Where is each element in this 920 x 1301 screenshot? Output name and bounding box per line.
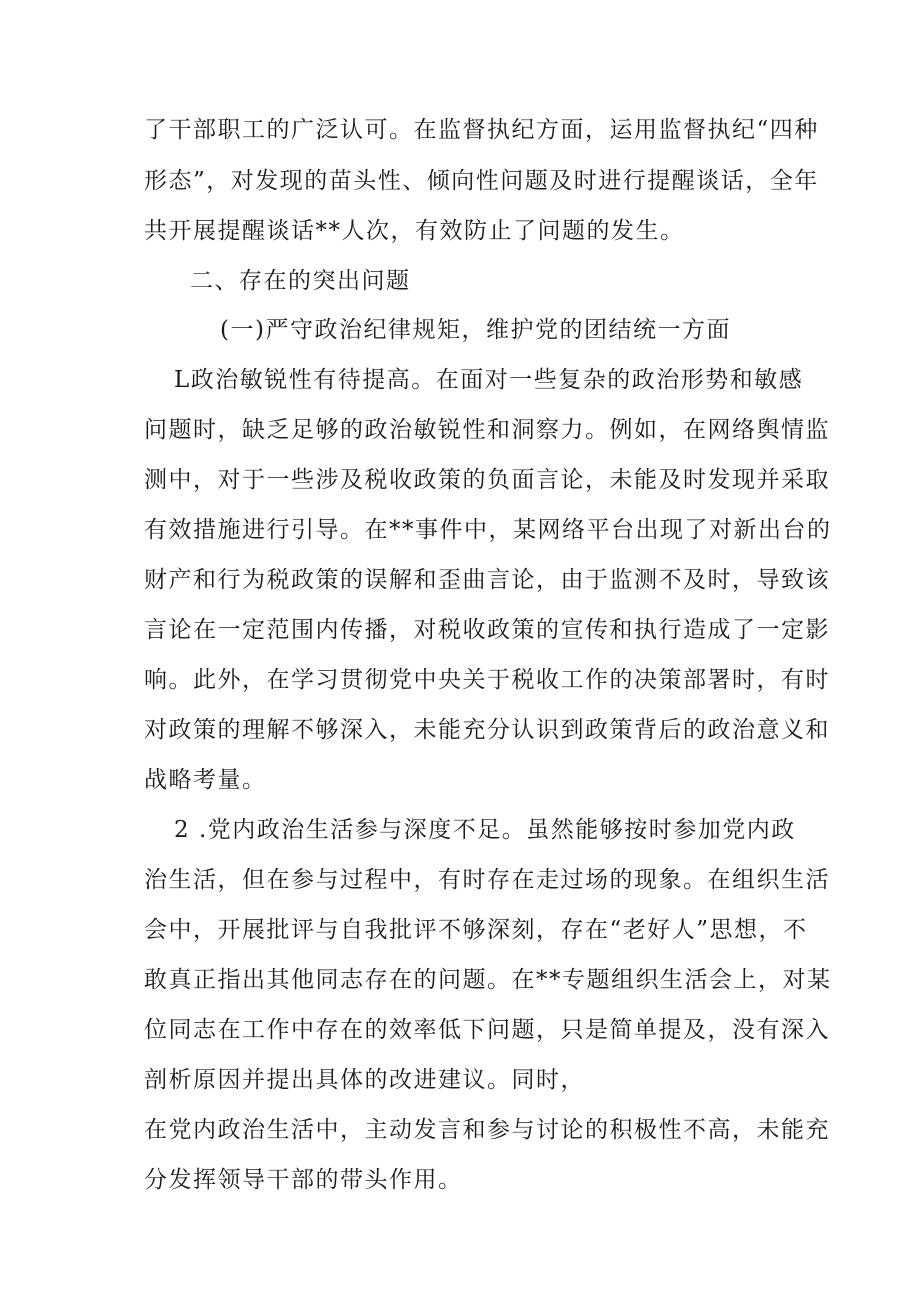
text-line: 分发挥领导干部的带头作用。 [144, 1167, 463, 1193]
text-line: 形态”，对发现的苗头性、倾向性问题及时进行提醒谈话，全年 [144, 168, 819, 194]
section-heading: 二、存在的突出问题 [190, 268, 411, 294]
text-line: 战略考量。 [144, 767, 267, 793]
text-line: 剖析原因并提出具体的改进建议。同时， [144, 1067, 585, 1093]
text-line: 位同志在工作中存在的效率低下问题，只是简单提及，没有深入 [144, 1017, 830, 1043]
text-line: 有效措施进行引导。在**事件中，某网络平台出现了对新出台的 [144, 517, 832, 543]
text-line: 2 .党内政治生活参与深度不足。虽然能够按时参加党内政 [174, 817, 796, 843]
text-line: 对政策的理解不够深入，未能充分认识到政策背后的政治意义和 [144, 717, 830, 743]
text-line: 响。此外，在学习贯彻党中央关于税收工作的决策部署时，有时 [144, 667, 830, 693]
text-line: 会中，开展批评与自我批评不够深刻，存在“老好人”思想，不 [144, 917, 808, 943]
text-line: 问题时，缺乏足够的政治敏锐性和洞察力。例如，在网络舆情监 [144, 417, 830, 443]
text-line: 共开展提醒谈话**人次，有效防止了问题的发生。 [144, 218, 685, 244]
text-line: 财产和行为税政策的误解和歪曲言论，由于监测不及时，导致该 [144, 567, 830, 593]
text-line: 在党内政治生活中，主动发言和参与讨论的积极性不高，未能充 [144, 1117, 830, 1143]
text-line: 治生活，但在参与过程中，有时存在走过场的现象。在组织生活 [144, 867, 830, 893]
text-line: 测中，对于一些涉及税收政策的负面言论，未能及时发现并采取 [144, 467, 830, 493]
text-line: 言论在一定范围内传播，对税收政策的宣传和执行造成了一定影 [144, 617, 830, 643]
text-line: 敢真正指出其他同志存在的问题。在**专题组织生活会上，对某 [144, 967, 832, 993]
text-line: L政治敏锐性有待提高。在面对一些复杂的政治形势和敏感 [174, 367, 804, 393]
text-line: 了干部职工的广泛认可。在监督执纪方面，运用监督执纪“四种 [144, 117, 819, 143]
subsection-heading: (一)严守政治纪律规矩，维护党的团结统一方面 [220, 317, 731, 343]
